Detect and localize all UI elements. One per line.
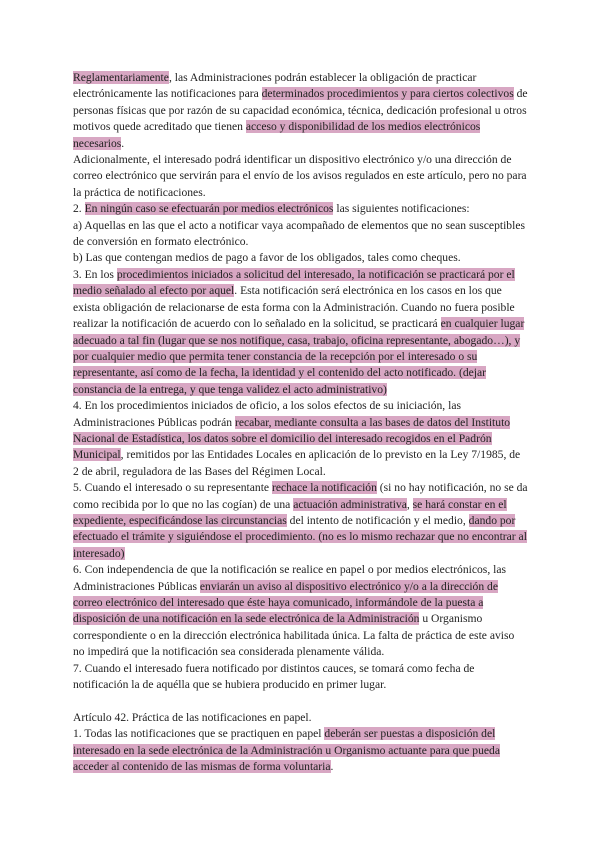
text-run: b) Las que contengan medios de pago a favor de los obligados, tales como cheques. [73,251,461,265]
text-run: u Organismo correspondiente o en la dirección electrónica habilitada única. La falta de práctica de este aviso no impedirá que la notificación sea considerada plenamente válida. [73,612,515,659]
text-run: , las Administraciones podrán establecer la obligación de practicar electrónicamente las notificaciones para [73,71,477,101]
text-run: 1. Todas las notificaciones que se practiquen en papel [73,727,325,741]
paragraph [73,661,528,694]
paragraph [73,250,528,266]
text-run: de personas físicas que por razón de su capacidad económica, técnica, dedicación profesional u otros motivos quede acreditado que tienen [73,87,528,134]
text-run: del intento de notificación y el medio, [286,513,469,527]
text-run: . Esta notificación será electrónica en los casos en los que exista obligación de relacionarse de esta forma con la Administración. Cuando no fuera posible realizar la notificación de acuerdo con lo señalado en la solicitud, se practicará [73,284,515,331]
paragraph [73,710,528,726]
paragraph [73,201,528,217]
paragraph [73,267,528,398]
text-run: las siguientes notificaciones: [333,202,470,216]
highlighted-text: En ningún caso se efectuarán por medios electrónicos [84,202,334,216]
highlighted-text: en cualquier lugar adecuado a tal fin (lugar que se nos notifique, casa, trabajo, oficina representante, abogado…), y por cualquier medio que permita tener constancia de la recepción por el interesado o su representante, así como de la fecha, la identidad y el contenido del acto notificado. (dejar constancia de la entrega, y que tenga validez el acto administrativo) [73,317,525,396]
text-run: Adicionalmente, el interesado podrá identificar un dispositivo electrónico y/o una dirección de correo electrónico que servirán para el envío de los avisos regulados en este artículo, pero no para la práctica de notificaciones. [73,153,527,199]
text-run: . [121,136,125,150]
paragraph [73,152,528,201]
paragraph [73,726,528,775]
paragraph [73,398,528,480]
highlighted-text: actuación administrativa [293,497,407,511]
text-run: 7. Cuando el interesado fuera notificado por distintos cauces, se tomará como fecha de notificación la de aquélla que se hubiera producido en primer lugar. [73,661,475,692]
highlighted-text: se hará constar en el expediente, especificándose las circunstancias [73,497,507,527]
text-run: , [406,497,413,511]
text-run: 4. En los procedimientos iniciados de oficio, a los solos efectos de su iniciación, las Administraciones Públicas podrán [73,399,461,429]
paragraph [73,562,528,660]
highlighted-text: acceso y disponibilidad de los medios electrónicos necesarios [73,120,481,150]
highlighted-text: Reglamentariamente [73,71,169,84]
text-run: . [330,760,334,774]
highlighted-text: determinados procedimientos y para ciertos colectivos [261,87,514,101]
highlighted-text: recabar, mediante consulta a las bases de datos del Instituto Nacional de Estadística, los datos sobre el domicilio del interesado recogidos en el Padrón Municipal [73,415,511,462]
blank-line [73,693,528,709]
text-run: (si no hay notificación, no se da como recibida por lo que no las cogían) de una [73,481,528,511]
paragraph [73,70,528,152]
highlighted-text: dando por efectuado el trámite y siguiéndose el procedimiento. (no es lo mismo rechazar que no encontrar al interesado) [73,513,527,560]
highlighted-text: deberán ser puestas a disposición del interesado en la sede electrónica de la Administración u Organismo actuante para que pueda acceder al contenido de las mismas de forma voluntaria [73,727,500,774]
highlighted-text: rechace la notificación [271,481,377,495]
text-run: a) Aquellas en las que el acto a notificar vaya acompañado de elementos que no sean susceptibles de conversión en formato electrónico. [73,218,525,249]
text-run: 6. Con independencia de que la notificación se realice en papel o por medios electrónicos, las Administraciones Públicas [73,563,506,593]
paragraph [73,218,528,251]
document-page [73,70,528,775]
paragraph [73,480,528,562]
text-run: , remitidos por las Entidades Locales en aplicación de lo previsto en la Ley 7/1985, de 2 de abril, reguladora de las Bases del Régimen Local. [73,448,521,478]
highlighted-text: enviarán un aviso al dispositivo electrónico y/o a la dirección de correo electrónico del interesado que éste haya comunicado, informándole de la puesta a disposición de una notificación en la sede electrónica de la Administración [73,579,498,626]
text-run: 3. En los [73,267,117,281]
text-run: Artículo 42. Práctica de las notificaciones en papel. [73,710,312,724]
text-run: 2. [73,202,85,216]
text-run: 5. Cuando el interesado o su representante [73,481,272,495]
highlighted-text: procedimientos iniciados a solicitud del interesado, la notificación se practicará por el medio señalado al efecto por aquel [73,267,515,298]
